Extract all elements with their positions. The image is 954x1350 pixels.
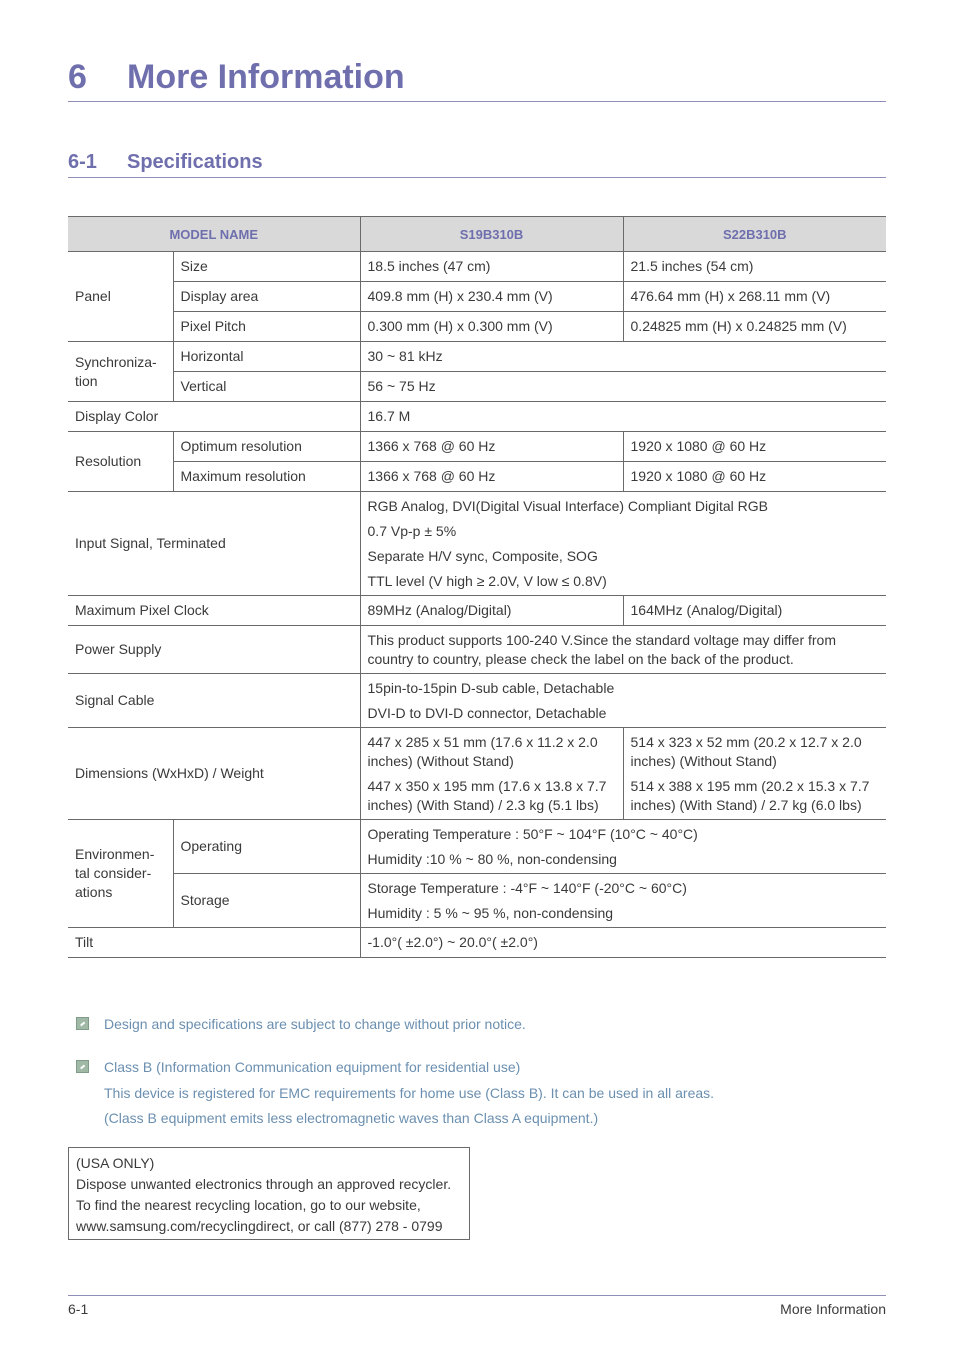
recycling-notice-box	[68, 1147, 470, 1240]
table-row	[68, 402, 886, 432]
storage-line: Storage Temperature : -4°F ~ 140°F (-20°C ~ 60°C)	[367, 880, 687, 896]
optimum-resolution-value-2: 1920 x 1080 @ 60 Hz	[623, 432, 886, 462]
footer-page-number: 6-1	[68, 1301, 89, 1317]
display-area-value-1: 409.8 mm (H) x 230.4 mm (V)	[360, 282, 623, 312]
maximum-resolution-label: Maximum resolution	[173, 462, 360, 492]
display-color-value: 16.7 M	[360, 402, 886, 432]
footer-title: More Information	[780, 1301, 886, 1317]
power-supply-line: country to country, please check the label on the back of the product.	[367, 651, 794, 667]
footer-divider	[68, 1295, 886, 1296]
recycling-line: To find the nearest recycling location, go to our website,	[76, 1197, 421, 1213]
dimensions-text	[368, 733, 616, 771]
input-signal-label: Input Signal, Terminated	[68, 492, 360, 596]
header-model-name: MODEL NAME	[68, 217, 360, 252]
max-pixel-clock-value-1: 89MHz (Analog/Digital)	[360, 596, 623, 626]
dimensions-line: 514 x 388 x 195 mm (20.2 x 15.3 x 7.7	[630, 778, 870, 794]
operating-line: Humidity :10 % ~ 80 %, non-condensing	[367, 851, 617, 867]
size-value-2: 21.5 inches (54 cm)	[623, 252, 886, 282]
pixel-pitch-label: Pixel Pitch	[173, 312, 360, 342]
signal-cable-label: Signal Cable	[68, 674, 360, 728]
dimensions-line: inches) (Without Stand)	[367, 753, 514, 769]
note-icon	[76, 1060, 89, 1073]
note-text: (Class B equipment emits less electromagnetic waves than Class A equipment.)	[104, 1110, 599, 1126]
sync-label	[68, 342, 173, 402]
chapter-number: 6	[68, 58, 87, 96]
table-row	[68, 252, 886, 282]
dimensions-line: inches) (With Stand) / 2.7 kg (6.0 lbs)	[630, 797, 862, 813]
power-supply-label: Power Supply	[68, 626, 360, 674]
dimensions-text	[631, 777, 880, 815]
table-row	[68, 462, 886, 492]
optimum-resolution-value-1: 1366 x 768 @ 60 Hz	[360, 432, 623, 462]
input-signal-line: 0.7 Vp-p ± 5%	[367, 523, 457, 539]
table-row	[68, 928, 886, 958]
tilt-label: Tilt	[68, 928, 360, 958]
storage-label: Storage	[173, 874, 360, 928]
pixel-pitch-value-2: 0.24825 mm (H) x 0.24825 mm (V)	[623, 312, 886, 342]
specifications-table	[68, 216, 886, 958]
vertical-label: Vertical	[173, 372, 360, 402]
note-icon	[76, 1017, 89, 1030]
recycling-line: www.samsung.com/recyclingdirect, or call (877) 278 - 0799	[76, 1218, 443, 1234]
vertical-value: 56 ~ 75 Hz	[360, 372, 886, 402]
signal-cable-line: DVI-D to DVI-D connector, Detachable	[367, 705, 607, 721]
environment-label-line: Environmen-	[75, 846, 155, 862]
table-row	[68, 372, 886, 402]
note-text: Design and specifications are subject to change without prior notice.	[104, 1016, 526, 1032]
horizontal-label: Horizontal	[173, 342, 360, 372]
operating-value	[360, 820, 886, 874]
header-model2: S22B310B	[623, 217, 886, 252]
environment-label-line: tal consider-	[75, 865, 152, 881]
dimensions-label: Dimensions (WxHxD) / Weight	[68, 728, 360, 820]
recycling-line: (USA ONLY)	[76, 1155, 155, 1171]
horizontal-value: 30 ~ 81 kHz	[360, 342, 886, 372]
dimensions-line: 447 x 350 x 195 mm (17.6 x 13.8 x 7.7	[367, 778, 607, 794]
operating-label: Operating	[173, 820, 360, 874]
optimum-resolution-label: Optimum resolution	[173, 432, 360, 462]
signal-cable-value	[360, 674, 886, 728]
table-row	[68, 282, 886, 312]
dimensions-line: inches) (Without Stand)	[630, 753, 777, 769]
panel-label: Panel	[68, 252, 173, 342]
display-color-label: Display Color	[68, 402, 360, 432]
dimensions-text	[368, 777, 616, 815]
note-text: Class B (Information Communication equipment for residential use)	[104, 1059, 521, 1075]
power-supply-line: This product supports 100-240 V.Since the standard voltage may differ from	[367, 632, 837, 648]
tilt-value: -1.0°( ±2.0°) ~ 20.0°( ±2.0°)	[360, 928, 886, 958]
table-row	[68, 626, 886, 674]
max-pixel-clock-label: Maximum Pixel Clock	[68, 596, 360, 626]
display-area-value-2: 476.64 mm (H) x 268.11 mm (V)	[623, 282, 886, 312]
section-title: Specifications	[127, 151, 263, 173]
table-header-row	[68, 217, 886, 252]
input-signal-line: RGB Analog, DVI(Digital Visual Interface) Compliant Digital RGB	[367, 498, 768, 514]
power-supply-value	[360, 626, 886, 674]
table-row	[68, 874, 886, 928]
storage-value	[360, 874, 886, 928]
dimensions-line: inches) (With Stand) / 2.3 kg (5.1 lbs)	[367, 797, 599, 813]
table-row	[68, 674, 886, 728]
environment-label-line: ations	[75, 884, 113, 900]
recycling-line: Dispose unwanted electronics through an approved recycler.	[76, 1176, 452, 1192]
dimensions-text	[631, 733, 880, 771]
sync-label-line: tion	[75, 372, 98, 389]
table-row	[68, 596, 886, 626]
display-area-label: Display area	[173, 282, 360, 312]
header-model1: S19B310B	[360, 217, 623, 252]
dimensions-value-2	[623, 728, 886, 820]
table-row	[68, 820, 886, 874]
size-value-1: 18.5 inches (47 cm)	[360, 252, 623, 282]
note-text: This device is registered for EMC requirements for home use (Class B). It can be used in all areas.	[104, 1084, 715, 1101]
table-row	[68, 492, 886, 596]
max-pixel-clock-value-2: 164MHz (Analog/Digital)	[623, 596, 886, 626]
environment-label	[68, 820, 173, 928]
dimensions-line: 447 x 285 x 51 mm (17.6 x 11.2 x 2.0	[367, 734, 598, 750]
input-signal-value	[360, 492, 886, 596]
chapter-title: More Information	[127, 58, 405, 96]
chapter-heading	[68, 58, 886, 102]
table-row	[68, 312, 886, 342]
size-label: Size	[173, 252, 360, 282]
table-row	[68, 728, 886, 820]
storage-line: Humidity : 5 % ~ 95 %, non-condensing	[367, 905, 614, 921]
input-signal-line: Separate H/V sync, Composite, SOG	[367, 548, 598, 564]
pixel-pitch-value-1: 0.300 mm (H) x 0.300 mm (V)	[360, 312, 623, 342]
dimensions-value-1	[360, 728, 623, 820]
table-row	[68, 432, 886, 462]
operating-line: Operating Temperature : 50°F ~ 104°F (10°C ~ 40°C)	[367, 826, 698, 842]
dimensions-line: 514 x 323 x 52 mm (20.2 x 12.7 x 2.0	[630, 734, 862, 750]
section-heading	[68, 151, 886, 178]
input-signal-line: TTL level (V high ≥ 2.0V, V low ≤ 0.8V)	[367, 573, 607, 589]
table-row	[68, 342, 886, 372]
resolution-label: Resolution	[68, 432, 173, 492]
section-number: 6-1	[68, 151, 97, 173]
maximum-resolution-value-1: 1366 x 768 @ 60 Hz	[360, 462, 623, 492]
maximum-resolution-value-2: 1920 x 1080 @ 60 Hz	[623, 462, 886, 492]
sync-label-line: Synchroniza-	[75, 353, 157, 370]
signal-cable-line: 15pin-to-15pin D-sub cable, Detachable	[367, 680, 615, 696]
